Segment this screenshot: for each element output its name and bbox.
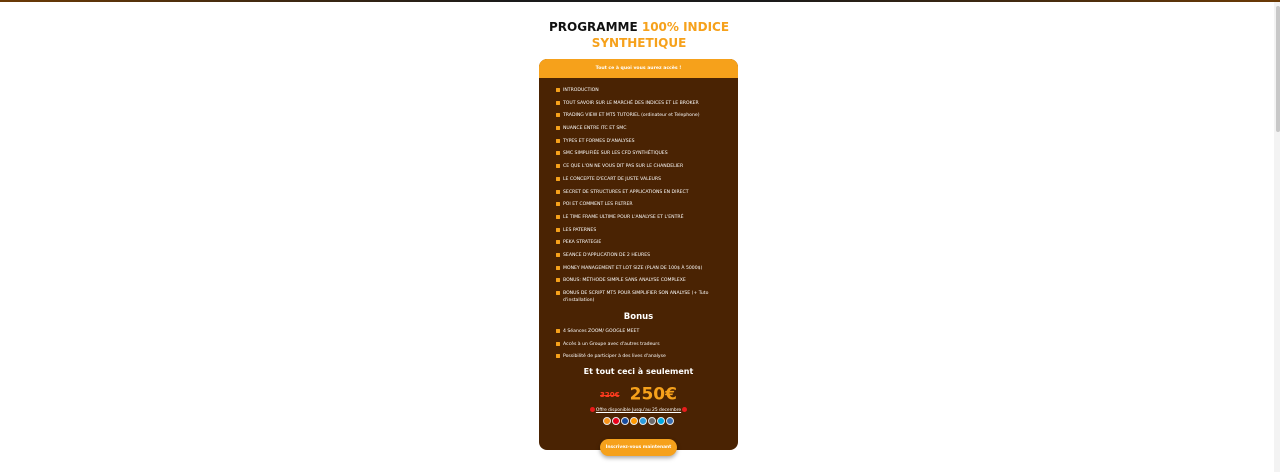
list-item (556, 252, 731, 265)
top-border (0, 0, 1280, 2)
bullet-icon (556, 151, 560, 155)
bullet-icon (556, 215, 560, 219)
bullet-icon (556, 164, 560, 168)
list-item-label: SMC SIMPLIFIÉE SUR LES CFD SYNTHÉTIQUES (563, 151, 668, 157)
enroll-button[interactable]: Inscrivez-vous maintenant (600, 439, 677, 456)
list-item-label: POI ET COMMENT LES FILTRER (563, 202, 633, 208)
list-item-label: BONUS: MÉTHODE SIMPLE SANS ANALYSE COMPLEXE (563, 278, 686, 284)
list-item-label: 4 Séances ZOOM/ GOOGLE MEET (563, 329, 640, 334)
list-item-label: LE TIME FRAME ULTIME POUR L'ANALYSE ET L'ENTRÉ (563, 214, 684, 220)
bullet-icon (556, 253, 560, 257)
list-item-label: TOUT SAVOIR SUR LE MARCHÉ DES INDICES ET LE BROKER (563, 100, 699, 106)
modules-list (556, 87, 731, 308)
list-item (556, 100, 731, 113)
list-item (556, 138, 731, 151)
bullet-icon (556, 101, 560, 105)
program-card (539, 59, 738, 450)
list-item (556, 201, 731, 214)
bullet-icon (556, 202, 560, 206)
list-item (556, 265, 731, 278)
bullet-icon (556, 113, 560, 117)
title-part2: 100% INDICE SYNTHETIQUE (591, 20, 730, 50)
list-item-label: MONEY MANAGEMENT ET LOT SIZE (PLAN DE 100$ À 5000$) (563, 265, 703, 271)
bullet-icon (556, 266, 560, 270)
list-item-label: BONUS DE SCRIPT MT5 POUR SIMPLIFIER SON ANALYSE (+ Tuto d'installation) (563, 291, 709, 303)
card-icon (666, 417, 674, 425)
list-item (556, 112, 731, 125)
scrollbar[interactable] (1274, 2, 1280, 472)
list-item-label: Possibilité de participer à des lives d'analyse (563, 354, 666, 360)
list-item (556, 189, 731, 202)
list-item (556, 239, 731, 252)
bullet-icon (556, 88, 560, 92)
bullet-icon (556, 228, 560, 232)
list-item-label: PEKA STRATEGIE (563, 240, 602, 246)
list-item-label: TRADING VIEW ET MT5 TUTORIEL (ordinateur et Telephone) (563, 113, 700, 119)
bullet-icon (556, 342, 560, 346)
bullet-icon (556, 126, 560, 130)
list-item (556, 227, 731, 240)
bullet-icon (556, 190, 560, 194)
bonus-title: Bonus (623, 312, 654, 322)
bullet-icon (556, 291, 560, 295)
list-item (556, 277, 731, 290)
card-header: Tout ce à quoi vous aurez accès ! (539, 59, 738, 78)
card-icon (621, 417, 629, 425)
red-dot-icon (682, 407, 687, 412)
list-item-label: LE CONCEPTE D'ECART DE JUSTE VALEURS (563, 176, 662, 182)
title-part1: PROGRAMME (548, 20, 642, 34)
list-item (556, 290, 731, 308)
list-item (556, 214, 731, 227)
list-item-label: SEANCE D'APPLICATION DE 2 HEURES (563, 252, 651, 258)
red-dot-icon (590, 407, 595, 412)
bitcoin-icon (603, 417, 611, 425)
payment-icons (539, 417, 738, 425)
list-item (556, 125, 731, 138)
list-item-label: CE QUE L'ON NE VOUS DIT PAS SUR LE CHANDELIER (563, 164, 684, 170)
offer-text: Offre disponible Jusqu'au 25 decembre (595, 408, 682, 413)
list-item-label: Accès à un Groupe avec d'autres tradeurs (563, 341, 660, 347)
list-item-label: NUANCE ENTRE ITC ET SMC (563, 126, 627, 132)
list-item (556, 163, 731, 176)
list-item-label: INTRODUCTION (563, 88, 599, 93)
page-title (540, 19, 738, 51)
list-item (556, 150, 731, 163)
old-price: 320€ (600, 390, 620, 399)
bullet-icon (556, 240, 560, 244)
list-item (556, 176, 731, 189)
offer-line (539, 407, 738, 413)
card-icon (639, 417, 647, 425)
bonus-list (556, 328, 731, 366)
list-item (556, 341, 731, 354)
price-intro: Et tout ceci à seulement (583, 367, 694, 376)
bullet-icon (556, 354, 560, 358)
list-item (556, 353, 731, 366)
list-item (556, 87, 731, 100)
list-item-label: TYPES ET FORMES D'ANALYSES (563, 138, 635, 144)
bullet-icon (556, 278, 560, 282)
bullet-icon (556, 177, 560, 181)
card-icon (648, 417, 656, 425)
list-item-label: LES PATERNES (563, 227, 597, 233)
new-price: 250€ (629, 384, 677, 405)
mastercard-icon (612, 417, 620, 425)
scrollbar-thumb[interactable] (1276, 6, 1280, 132)
card-icon (657, 417, 665, 425)
card-icon (630, 417, 638, 425)
list-item (556, 328, 731, 341)
bullet-icon (556, 329, 560, 333)
price-row (539, 384, 738, 405)
bullet-icon (556, 139, 560, 143)
list-item-label: SECRET DE STRUCTURES ET APPLICATIONS EN DIRECT (563, 189, 689, 195)
